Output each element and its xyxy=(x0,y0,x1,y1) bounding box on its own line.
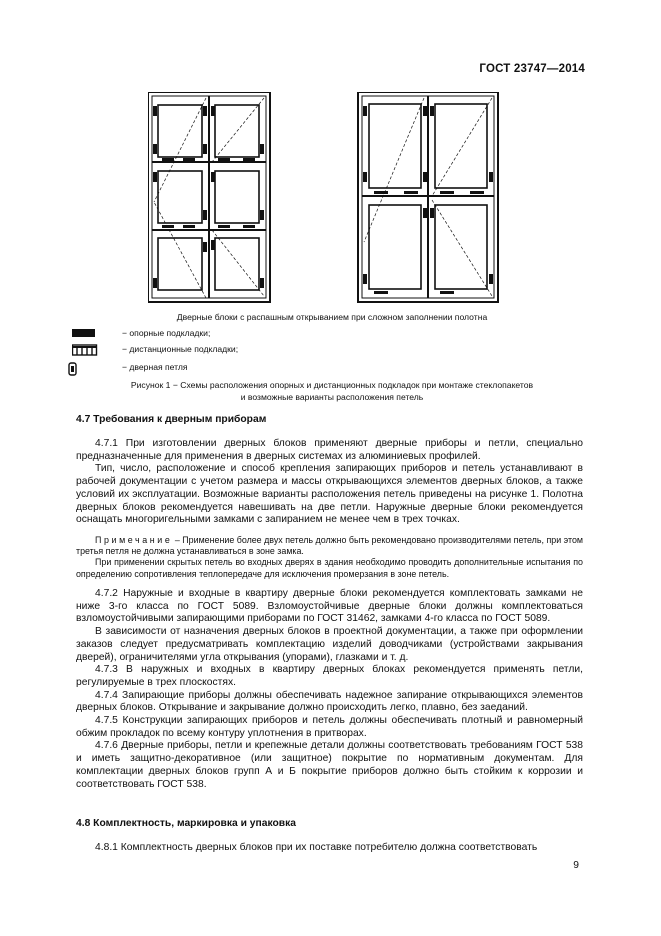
door-block-right-drawing xyxy=(358,92,498,302)
paragraph-4-7-2-b: В зависимости от назначения дверных блоков в проектной документации, а также при оформлении заказов следует предусматривать комплектацию изделий доводчиками (устройствами закрывания дверей), ограничителями угла открывания (упорами), глазками и т. д. xyxy=(76,626,583,663)
paragraph-4-7-2: 4.7.2 Наружные и входные в квартиру дверные блоки рекомендуется комплектовать замками не ниже 3-го класса по ГОСТ 5089. Взломоустойчивые дверные блоки должны комплектоваться взломоустойчивыми запирающими приборами по ГОСТ 31462, замками 4-го класса по ГОСТ 5089. xyxy=(76,588,583,625)
legend-label: − дистанционные подкладки; xyxy=(122,344,239,354)
paragraph-4-7-3: 4.7.3 В наружных и входных в квартиру дверных блоках рекомендуется применять петли, регулируемые в трех плоскостях. xyxy=(76,664,583,688)
note-paragraph xyxy=(76,535,583,557)
support-pad-icon xyxy=(72,328,96,338)
note-block xyxy=(76,535,583,580)
page-number: 9 xyxy=(573,860,579,871)
door-block-left-drawing xyxy=(148,92,270,302)
paragraph-4-7-6: 4.7.6 Дверные приборы, петли и крепежные детали должны соответствовать требованиям ГОСТ 538 и иметь защитно-декоративное (или защитное) покрытие по нормативным документам. Для комплектации дверных блоков групп А и Б покрытие приборов должно быть стойким к коррозии и соответствовать ГОСТ 538. xyxy=(76,740,583,790)
spacer-pad-icon xyxy=(72,344,98,356)
door-blocks-figure xyxy=(148,92,518,306)
document-header-standard: ГОСТ 23747—2014 xyxy=(479,63,585,75)
section-4-7-body-continued xyxy=(76,588,583,791)
legend-label: − опорные подкладки; xyxy=(122,328,211,338)
note-label: Примечание xyxy=(95,535,173,545)
legend-label: − дверная петля xyxy=(122,362,188,372)
note-paragraph-2: При применении скрытых петель во входных дверях в здания необходимо проводить дополнительные испытания по определению сопротивления теплопередаче для исключения промерзания в зоне петель. xyxy=(76,557,583,579)
section-heading-4-7: 4.7 Требования к дверным приборам xyxy=(76,414,267,425)
figure-caption-line2: и возможные варианты расположения петель xyxy=(240,392,424,402)
section-heading-4-8: 4.8 Комплектность, маркировка и упаковка xyxy=(76,818,296,829)
note-text: – Применение более двух петель должно быть рекомендовано производителями петель, при этом третья петля не должна устанавливаться в зоне замка. xyxy=(76,535,583,557)
door-hinge-icon xyxy=(68,362,78,376)
paragraph-4-7-1: 4.7.1 При изготовлении дверных блоков применяют дверные приборы и петли, специально предназначенные для применения в дверных системах из алюминиевых профилей. xyxy=(76,438,583,462)
paragraph-4-7-1-b: Тип, число, расположение и способ крепления запирающих приборов и петель устанавливают в рабочей документации с учетом размера и массы открывающихся элементов дверных блоков, а также условий их эксплуатации. Возможные варианты расположения петель приведены на рисунке 1. Полотна дверных блоков рекомендуется навешивать на две петли. Наружные дверные блоки рекомендуется оснащать многоригельными замками с запиранием не менее чем в трех точках. xyxy=(76,463,583,526)
figure-caption-main: Дверные блоки с распашным открыванием при сложном заполнении полотна xyxy=(176,312,488,322)
section-4-8-body xyxy=(76,842,583,855)
paragraph-4-7-4: 4.7.4 Запирающие приборы должны обеспечивать надежное запирание открывающихся элементов дверных блоков. Открывание и закрывание должно происходить легко, плавно, без заеданий. xyxy=(76,689,583,714)
paragraph-4-8-1: 4.8.1 Комплектность дверных блоков при их поставке потребителю должна соответствовать xyxy=(95,842,538,853)
section-4-7-body xyxy=(76,438,583,527)
figure-caption xyxy=(76,379,588,403)
figure-caption-line1: Рисунок 1 − Схемы расположения опорных и дистанционных подкладок при монтаже стеклопакетов xyxy=(130,380,534,390)
paragraph-4-7-5: 4.7.5 Конструкции запирающих приборов и петель должны обеспечивать плотный и равномерный обжим прокладок по всему контуру уплотнения в притворах. xyxy=(76,715,583,739)
